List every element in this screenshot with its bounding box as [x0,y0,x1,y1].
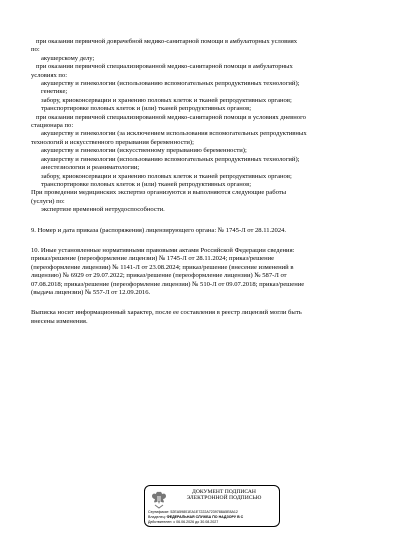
stamp-owner [148,515,278,519]
section-10-line: (выдача лицензии) № 557-Л от 12.09.2016. [31,288,151,296]
text-line: забору, криоконсервации и хранению половых клеток и тканей репродуктивных органов; [41,96,292,104]
text-line: (услуги) по: [31,197,65,205]
section-9: 9. Номер и дата приказа (распоряжения) лицензирующего органа: № 1745-Л от 28.11.2024. [31,226,287,234]
section-10-line: 07.08.2018; приказ/решение (переоформление лицензии) № 510-Л от 09.07.2018; приказ/решение [31,280,305,288]
section-10-heading: 10. Иные установленные нормативными правовыми актами Российской Федерации сведения: [31,246,295,254]
text-line: акушерскому делу; [41,54,95,62]
text-line: акушерству и гинекологии (использованию вспомогательных репродуктивных технологий); [41,155,300,163]
coat-of-arms-icon [149,489,169,511]
text-line: транспортировке половых клеток и (или) тканей репродуктивных органов; [41,180,252,188]
text-line: технологий и искусственного прерывания беременности); [31,138,194,146]
text-line: транспортировке половых клеток и (или) тканей репродуктивных органов; [41,105,252,113]
electronic-signature-stamp [144,485,280,527]
stamp-validity: Действителен: с 06.06.2026 до 30.08.2027 [148,520,219,524]
stamp-title [171,489,277,502]
text-line: условиях по: [31,71,68,79]
closing-note: внесены изменения. [31,317,88,325]
text-line: забору, криоконсервации и хранению половых клеток и тканей репродуктивных органов; [41,172,292,180]
stamp-owner-label: Владелец: [148,515,166,519]
stamp-owner-value: ФЕДЕРАЛЬНАЯ СЛУЖБА ПО НАДЗОРУ В С [166,515,244,519]
closing-note: Выписка носит информационный характер, после ее составления в реестр лицензий могли быть [31,309,302,317]
text-line: генетике; [41,88,68,96]
text-line: при оказании первичной специализированной медико-санитарной помощи в амбулаторных [36,63,293,71]
text-line: при оказании первичной специализированной медико-санитарной помощи в условиях дневного [36,113,306,121]
section-10-line: (переоформление лицензии) № 1141-Л от 23.08.2024; приказ/решение (внесение изменений в [31,263,294,271]
stamp-certificate: Сертификат: 52EA59801EA1E7222A7239788A5E8A12 [148,510,238,514]
text-line: по: [31,46,40,54]
text-line: анестезиологии и реаниматологии; [41,164,140,172]
text-line: акушерству и гинекологии (искусственному прерыванию беременности); [41,147,247,155]
section-10-line: лицензию) № 6929 от 29.07.2022; приказ/решение (переоформление лицензии) № 587-Л от [31,272,287,280]
document-body [31,38,375,326]
text-line: экспертизе временной нетрудоспособности. [41,206,165,214]
stamp-title-line: ДОКУМЕНТ ПОДПИСАН [192,489,256,495]
text-line: при оказании первичной доврачебной медико-санитарной помощи в амбулаторных условиях [36,38,298,45]
text-line: акушерству и гинекологии (за исключением использования вспомогательных репродуктивных [41,130,307,138]
stamp-title-line: ЭЛЕКТРОННОЙ ПОДПИСЬЮ [186,495,262,502]
section-10-line: приказ/решение (переоформление лицензии) № 1745-Л от 28.11.2024; приказ/решение [31,255,275,263]
text-line: При проведении медицинских экспертиз организуются и выполняются следующие работы [31,189,287,197]
text-line: акушерству и гинекологии (использованию вспомогательных репродуктивных технологий); [41,80,300,88]
text-line: стационара по: [31,122,74,130]
